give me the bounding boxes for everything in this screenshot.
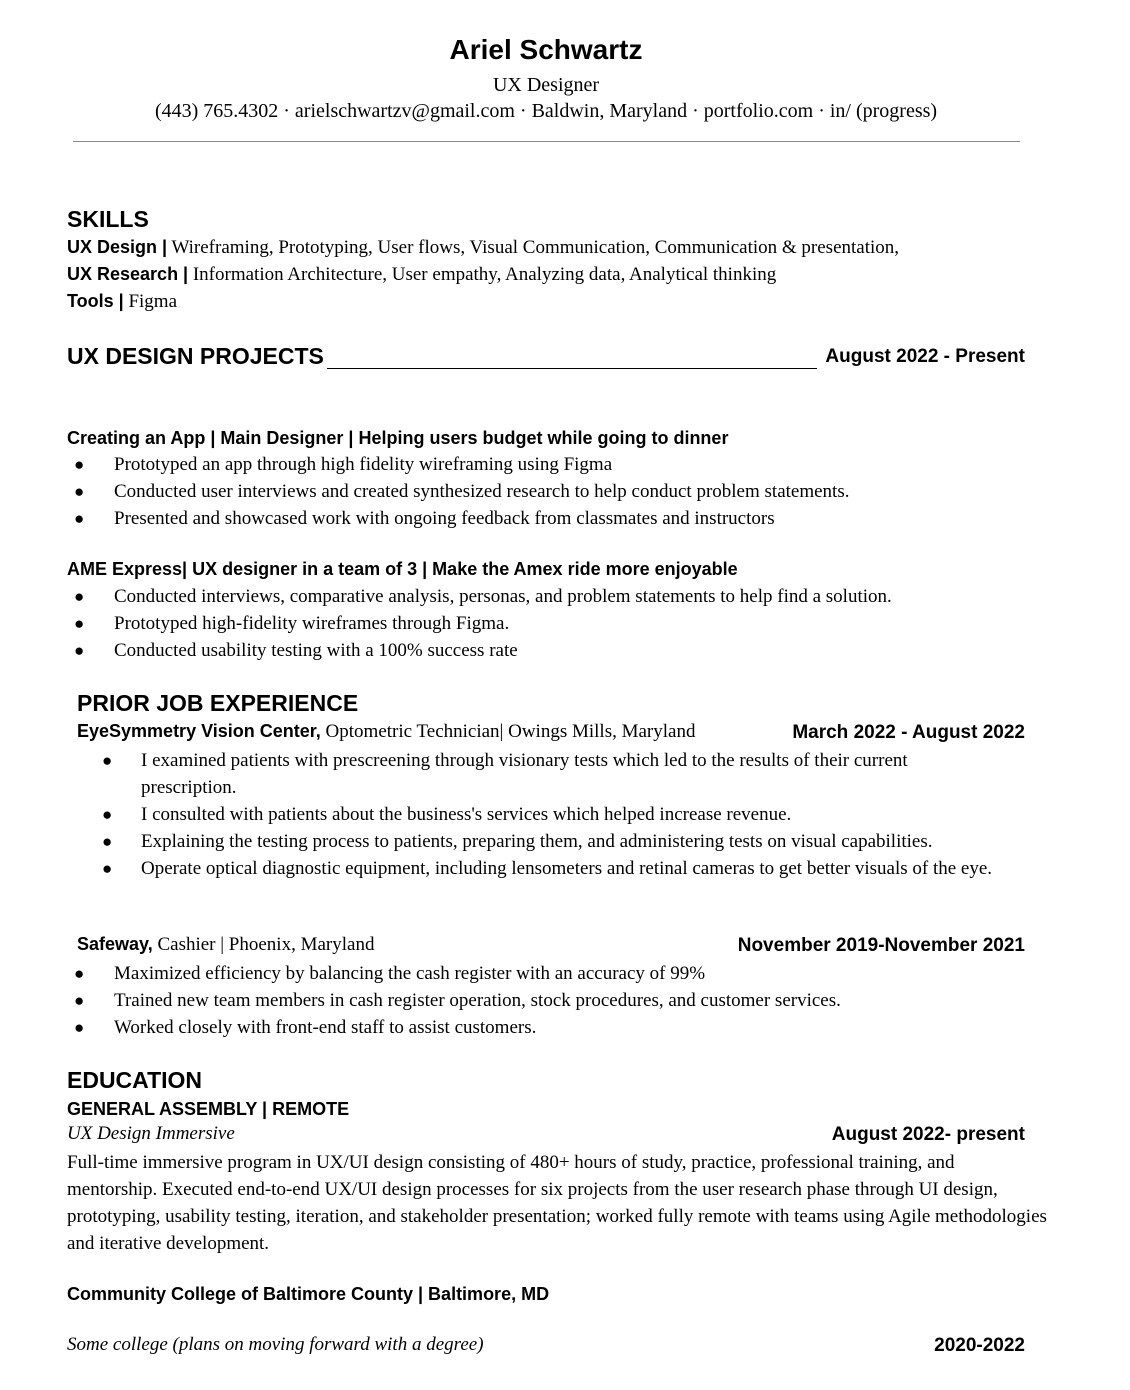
job-details: Cashier | Phoenix, Maryland <box>152 934 375 955</box>
job-dates: November 2019-November 2021 <box>737 935 1025 956</box>
bullet-icon: ● <box>74 455 85 474</box>
school-program: UX Design Immersive <box>67 1123 235 1144</box>
skills-value: Figma <box>123 291 178 312</box>
list-item: ● Maximized efficiency by balancing the cash register with an accuracy of 99% <box>0 960 1050 987</box>
school-dates: August 2022- present <box>831 1124 1025 1145</box>
experience-heading: PRIOR JOB EXPERIENCE <box>77 690 359 716</box>
projects-heading: UX DESIGN PROJECTS <box>67 343 324 369</box>
list-item: ● Explaining the testing process to patients, preparing them, and administering tests on visual capabilities. <box>0 828 1050 855</box>
school-name: Community College of Baltimore County | Baltimore, MD <box>67 1284 550 1304</box>
bullet-icon: ● <box>74 641 85 660</box>
school-dates: 2020-2022 <box>934 1335 1025 1356</box>
list-item: ● Trained new team members in cash register operation, stock procedures, and customer services. <box>0 987 1050 1014</box>
list-item: ● Conducted interviews, comparative analysis, personas, and problem statements to help find a solution. <box>0 583 1050 610</box>
project-title: Creating an App | Main Designer | Helping users budget while going to dinner <box>67 428 729 448</box>
bullet-icon: ● <box>102 832 113 851</box>
school-program: Some college (plans on moving forward with a degree) <box>67 1334 484 1355</box>
bullet-icon: ● <box>102 859 113 878</box>
job-details: Optometric Technician| Owings Mills, Maryland <box>320 721 696 742</box>
contact-line: (443) 765.4302 · arielschwartzv@gmail.com · Baldwin, Maryland · portfolio.com · in/ (progress) <box>154 100 938 122</box>
project-bullets <box>0 583 1050 664</box>
project-bullets <box>0 451 1050 532</box>
skills-row-ux-design <box>67 237 899 259</box>
bullet-icon: ● <box>74 1018 85 1037</box>
bullet-icon: ● <box>74 587 85 606</box>
job-dates: March 2022 - August 2022 <box>792 722 1025 743</box>
projects-dates: August 2022 - Present <box>825 346 1025 367</box>
skills-heading: SKILLS <box>67 206 149 232</box>
projects-heading-rule <box>327 368 817 369</box>
list-item: ● I consulted with patients about the business's services which helped increase revenue. <box>0 801 1050 828</box>
list-item: ● Presented and showcased work with ongoing feedback from classmates and instructors <box>0 505 1050 532</box>
list-item: ● Worked closely with front-end staff to assist customers. <box>0 1014 1050 1041</box>
school-description: Full-time immersive program in UX/UI design consisting of 480+ hours of study, practice, professional training, and mentorship. Executed end-to-end UX/UI design processes for six projects from the user research phase through UI design, prototyping, usability testing, iteration, and stakeholder presentation; worked fully remote with teams using Agile methodologies and iterative development. <box>67 1152 1047 1254</box>
list-item: ● Prototyped high-fidelity wireframes through Figma. <box>0 610 1050 637</box>
education-heading: EDUCATION <box>67 1067 203 1093</box>
skills-value: Wireframing, Prototyping, User flows, Visual Communication, Communication & presentation, <box>167 237 900 258</box>
school-name: GENERAL ASSEMBLY | REMOTE <box>67 1099 350 1119</box>
job-bullets <box>0 747 1050 882</box>
skills-row-tools <box>67 291 177 313</box>
project-title: AME Express| UX designer in a team of 3 | Make the Amex ride more enjoyable <box>67 559 738 579</box>
resume-name: Ariel Schwartz <box>449 34 643 65</box>
job-header <box>77 721 695 743</box>
bullet-icon: ● <box>74 509 85 528</box>
bullet-icon: ● <box>74 482 85 501</box>
skills-label: UX Research | <box>67 264 189 284</box>
skills-label: Tools | <box>67 291 124 311</box>
list-item: ● I examined patients with prescreening through visionary tests which led to the results of their current prescription. <box>0 747 941 801</box>
list-item: ● Operate optical diagnostic equipment, including lensometers and retinal cameras to get better visuals of the eye. <box>0 855 1050 882</box>
bullet-icon: ● <box>74 614 85 633</box>
job-employer: Safeway, <box>77 934 153 954</box>
list-item: ● Prototyped an app through high fidelity wireframing using Figma <box>0 451 1050 478</box>
job-bullets <box>0 960 1050 1041</box>
job-employer: EyeSymmetry Vision Center, <box>77 721 321 741</box>
bullet-icon: ● <box>74 964 85 983</box>
resume-role: UX Designer <box>492 74 600 96</box>
skills-value: Information Architecture, User empathy, Analyzing data, Analytical thinking <box>188 264 777 285</box>
bullet-icon: ● <box>74 991 85 1010</box>
bullet-icon: ● <box>102 805 113 824</box>
header-divider <box>73 141 1020 142</box>
skills-row-ux-research <box>67 264 776 286</box>
list-item: ● Conducted usability testing with a 100% success rate <box>0 637 1050 664</box>
bullet-icon: ● <box>102 751 113 770</box>
list-item: ● Conducted user interviews and created synthesized research to help conduct problem statements. <box>0 478 1050 505</box>
skills-label: UX Design | <box>67 237 168 257</box>
job-header <box>77 934 374 956</box>
